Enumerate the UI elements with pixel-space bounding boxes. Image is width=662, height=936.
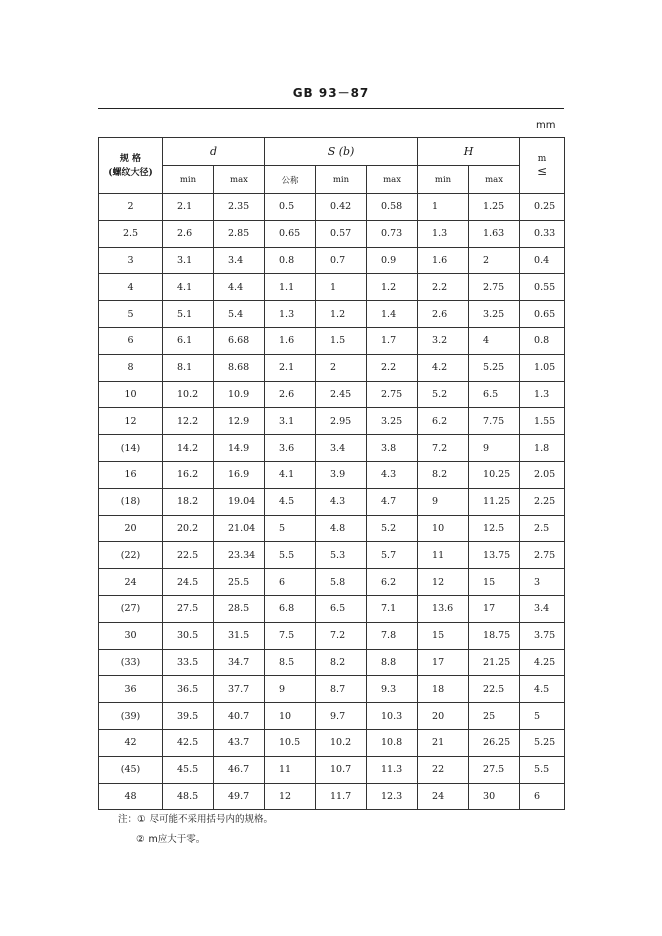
cell-m-max: 3.75 bbox=[520, 622, 565, 649]
cell-d-min: 36.5 bbox=[163, 676, 214, 703]
cell-s-nominal: 5 bbox=[265, 515, 316, 542]
cell-s-nominal: 0.8 bbox=[265, 247, 316, 274]
cell-s-nominal: 10 bbox=[265, 703, 316, 730]
cell-h-min: 7.2 bbox=[418, 435, 469, 462]
cell-s-max: 0.9 bbox=[367, 247, 418, 274]
cell-h-max: 7.75 bbox=[469, 408, 520, 435]
table-row bbox=[99, 729, 565, 756]
cell-m-max: 0.8 bbox=[520, 327, 565, 354]
cell-s-min: 2 bbox=[316, 354, 367, 381]
cell-s-max: 7.1 bbox=[367, 595, 418, 622]
table-row bbox=[99, 676, 565, 703]
table-row bbox=[99, 274, 565, 301]
cell-s-min: 0.57 bbox=[316, 220, 367, 247]
cell-s-nominal: 3.1 bbox=[265, 408, 316, 435]
cell-d-min: 16.2 bbox=[163, 461, 214, 488]
cell-m-max: 2.05 bbox=[520, 461, 565, 488]
cell-spec: 4 bbox=[99, 274, 163, 301]
cell-s-nominal: 6 bbox=[265, 569, 316, 596]
cell-h-max: 22.5 bbox=[469, 676, 520, 703]
h-min-header: min bbox=[418, 166, 469, 194]
cell-d-max: 40.7 bbox=[214, 703, 265, 730]
cell-h-min: 20 bbox=[418, 703, 469, 730]
cell-spec: 24 bbox=[99, 569, 163, 596]
cell-spec: 30 bbox=[99, 622, 163, 649]
cell-d-min: 3.1 bbox=[163, 247, 214, 274]
cell-m-max: 0.33 bbox=[520, 220, 565, 247]
cell-h-min: 6.2 bbox=[418, 408, 469, 435]
cell-h-min: 24 bbox=[418, 783, 469, 810]
cell-h-min: 3.2 bbox=[418, 327, 469, 354]
cell-h-max: 6.5 bbox=[469, 381, 520, 408]
cell-s-max: 2.75 bbox=[367, 381, 418, 408]
cell-s-min: 3.4 bbox=[316, 435, 367, 462]
cell-h-min: 8.2 bbox=[418, 461, 469, 488]
notes-prefix: 注： bbox=[118, 814, 138, 825]
cell-h-min: 1.6 bbox=[418, 247, 469, 274]
s-max-header: max bbox=[367, 166, 418, 194]
spec-header-line2: (螺纹大径) bbox=[108, 167, 153, 178]
cell-d-min: 8.1 bbox=[163, 354, 214, 381]
m-header bbox=[520, 138, 565, 194]
cell-d-max: 25.5 bbox=[214, 569, 265, 596]
cell-d-max: 43.7 bbox=[214, 729, 265, 756]
cell-s-max: 1.2 bbox=[367, 274, 418, 301]
group-h-label: H bbox=[463, 145, 474, 158]
cell-h-max: 21.25 bbox=[469, 649, 520, 676]
cell-d-max: 16.9 bbox=[214, 461, 265, 488]
table-row bbox=[99, 461, 565, 488]
cell-s-min: 0.7 bbox=[316, 247, 367, 274]
cell-s-nominal: 4.1 bbox=[265, 461, 316, 488]
cell-s-nominal: 3.6 bbox=[265, 435, 316, 462]
spec-table bbox=[98, 137, 565, 810]
cell-d-min: 20.2 bbox=[163, 515, 214, 542]
cell-d-min: 24.5 bbox=[163, 569, 214, 596]
cell-h-max: 27.5 bbox=[469, 756, 520, 783]
cell-s-nominal: 2.6 bbox=[265, 381, 316, 408]
cell-d-max: 21.04 bbox=[214, 515, 265, 542]
cell-h-min: 1 bbox=[418, 194, 469, 221]
cell-d-max: 23.34 bbox=[214, 542, 265, 569]
cell-spec: (14) bbox=[99, 435, 163, 462]
cell-s-min: 2.95 bbox=[316, 408, 367, 435]
standard-code: GB 93－87 bbox=[292, 86, 370, 100]
cell-h-min: 10 bbox=[418, 515, 469, 542]
cell-spec: 12 bbox=[99, 408, 163, 435]
s-min-header: min bbox=[316, 166, 367, 194]
cell-d-min: 4.1 bbox=[163, 274, 214, 301]
cell-m-max: 0.25 bbox=[520, 194, 565, 221]
table-row bbox=[99, 408, 565, 435]
cell-s-min: 10.2 bbox=[316, 729, 367, 756]
cell-s-nominal: 1.3 bbox=[265, 301, 316, 328]
cell-m-max: 4.25 bbox=[520, 649, 565, 676]
cell-s-min: 6.5 bbox=[316, 595, 367, 622]
group-d-header bbox=[163, 138, 265, 166]
cell-h-max: 12.5 bbox=[469, 515, 520, 542]
cell-h-max: 4 bbox=[469, 327, 520, 354]
cell-d-min: 6.1 bbox=[163, 327, 214, 354]
cell-d-min: 5.1 bbox=[163, 301, 214, 328]
group-h-header bbox=[418, 138, 520, 166]
cell-d-max: 3.4 bbox=[214, 247, 265, 274]
cell-h-max: 9 bbox=[469, 435, 520, 462]
cell-m-max: 3 bbox=[520, 569, 565, 596]
cell-m-max: 1.05 bbox=[520, 354, 565, 381]
cell-s-max: 4.3 bbox=[367, 461, 418, 488]
cell-d-min: 33.5 bbox=[163, 649, 214, 676]
cell-d-max: 10.9 bbox=[214, 381, 265, 408]
cell-s-min: 7.2 bbox=[316, 622, 367, 649]
cell-spec: 8 bbox=[99, 354, 163, 381]
cell-s-max: 0.73 bbox=[367, 220, 418, 247]
cell-spec: (27) bbox=[99, 595, 163, 622]
unit-label: mm bbox=[536, 120, 556, 131]
cell-d-min: 30.5 bbox=[163, 622, 214, 649]
cell-d-min: 42.5 bbox=[163, 729, 214, 756]
cell-h-min: 18 bbox=[418, 676, 469, 703]
cell-h-min: 13.6 bbox=[418, 595, 469, 622]
cell-s-max: 1.4 bbox=[367, 301, 418, 328]
h-max-header: max bbox=[469, 166, 520, 194]
cell-d-max: 34.7 bbox=[214, 649, 265, 676]
cell-h-min: 15 bbox=[418, 622, 469, 649]
cell-s-nominal: 7.5 bbox=[265, 622, 316, 649]
table-row bbox=[99, 354, 565, 381]
spec-header bbox=[99, 138, 163, 194]
cell-spec: 10 bbox=[99, 381, 163, 408]
cell-spec: 16 bbox=[99, 461, 163, 488]
cell-s-max: 6.2 bbox=[367, 569, 418, 596]
cell-d-min: 22.5 bbox=[163, 542, 214, 569]
header-rule bbox=[98, 108, 564, 109]
cell-h-max: 2 bbox=[469, 247, 520, 274]
cell-h-min: 4.2 bbox=[418, 354, 469, 381]
cell-d-max: 31.5 bbox=[214, 622, 265, 649]
cell-s-nominal: 9 bbox=[265, 676, 316, 703]
cell-s-min: 2.45 bbox=[316, 381, 367, 408]
cell-s-max: 11.3 bbox=[367, 756, 418, 783]
cell-s-min: 3.9 bbox=[316, 461, 367, 488]
cell-s-max: 2.2 bbox=[367, 354, 418, 381]
cell-d-min: 45.5 bbox=[163, 756, 214, 783]
cell-s-max: 3.25 bbox=[367, 408, 418, 435]
cell-h-min: 2.2 bbox=[418, 274, 469, 301]
cell-m-max: 1.3 bbox=[520, 381, 565, 408]
d-min-header: min bbox=[163, 166, 214, 194]
cell-s-min: 5.8 bbox=[316, 569, 367, 596]
cell-s-nominal: 6.8 bbox=[265, 595, 316, 622]
cell-h-max: 1.25 bbox=[469, 194, 520, 221]
cell-s-nominal: 11 bbox=[265, 756, 316, 783]
cell-d-max: 2.85 bbox=[214, 220, 265, 247]
cell-h-min: 2.6 bbox=[418, 301, 469, 328]
table-row bbox=[99, 622, 565, 649]
cell-d-max: 4.4 bbox=[214, 274, 265, 301]
cell-d-max: 46.7 bbox=[214, 756, 265, 783]
cell-h-max: 10.25 bbox=[469, 461, 520, 488]
cell-s-max: 8.8 bbox=[367, 649, 418, 676]
table-row bbox=[99, 783, 565, 810]
cell-d-max: 49.7 bbox=[214, 783, 265, 810]
cell-spec: 6 bbox=[99, 327, 163, 354]
note-2 bbox=[118, 830, 273, 850]
cell-m-max: 3.4 bbox=[520, 595, 565, 622]
cell-spec: 36 bbox=[99, 676, 163, 703]
cell-s-min: 8.2 bbox=[316, 649, 367, 676]
cell-s-max: 5.7 bbox=[367, 542, 418, 569]
cell-m-max: 2.75 bbox=[520, 542, 565, 569]
table-row bbox=[99, 435, 565, 462]
cell-m-max: 5 bbox=[520, 703, 565, 730]
cell-spec: 20 bbox=[99, 515, 163, 542]
cell-d-max: 14.9 bbox=[214, 435, 265, 462]
cell-s-min: 4.8 bbox=[316, 515, 367, 542]
cell-d-max: 37.7 bbox=[214, 676, 265, 703]
cell-m-max: 0.65 bbox=[520, 301, 565, 328]
cell-s-min: 4.3 bbox=[316, 488, 367, 515]
cell-h-min: 12 bbox=[418, 569, 469, 596]
table-row bbox=[99, 515, 565, 542]
table-row bbox=[99, 301, 565, 328]
cell-h-max: 3.25 bbox=[469, 301, 520, 328]
table-row bbox=[99, 488, 565, 515]
cell-m-max: 5.5 bbox=[520, 756, 565, 783]
cell-m-max: 1.55 bbox=[520, 408, 565, 435]
cell-h-min: 1.3 bbox=[418, 220, 469, 247]
cell-d-min: 27.5 bbox=[163, 595, 214, 622]
cell-s-nominal: 8.5 bbox=[265, 649, 316, 676]
cell-d-max: 28.5 bbox=[214, 595, 265, 622]
cell-spec: (39) bbox=[99, 703, 163, 730]
cell-m-max: 2.5 bbox=[520, 515, 565, 542]
cell-s-min: 10.7 bbox=[316, 756, 367, 783]
cell-h-min: 21 bbox=[418, 729, 469, 756]
table-row bbox=[99, 194, 565, 221]
cell-spec: (18) bbox=[99, 488, 163, 515]
cell-spec: 2 bbox=[99, 194, 163, 221]
cell-d-max: 12.9 bbox=[214, 408, 265, 435]
cell-s-min: 0.42 bbox=[316, 194, 367, 221]
cell-h-max: 2.75 bbox=[469, 274, 520, 301]
cell-s-min: 5.3 bbox=[316, 542, 367, 569]
cell-h-max: 13.75 bbox=[469, 542, 520, 569]
cell-s-min: 1.5 bbox=[316, 327, 367, 354]
cell-spec: (45) bbox=[99, 756, 163, 783]
table-row bbox=[99, 381, 565, 408]
table-row bbox=[99, 220, 565, 247]
cell-d-min: 12.2 bbox=[163, 408, 214, 435]
cell-d-min: 39.5 bbox=[163, 703, 214, 730]
less-equal-icon: ≤ bbox=[537, 164, 548, 178]
cell-h-max: 26.25 bbox=[469, 729, 520, 756]
cell-s-nominal: 1.6 bbox=[265, 327, 316, 354]
cell-s-max: 0.58 bbox=[367, 194, 418, 221]
note-2-marker: ② bbox=[136, 834, 145, 845]
cell-m-max: 1.8 bbox=[520, 435, 565, 462]
cell-d-max: 2.35 bbox=[214, 194, 265, 221]
cell-s-max: 10.3 bbox=[367, 703, 418, 730]
s-nominal-header: 公称 bbox=[265, 166, 316, 194]
cell-s-max: 12.3 bbox=[367, 783, 418, 810]
cell-h-min: 22 bbox=[418, 756, 469, 783]
cell-m-max: 2.25 bbox=[520, 488, 565, 515]
cell-d-min: 18.2 bbox=[163, 488, 214, 515]
cell-d-min: 14.2 bbox=[163, 435, 214, 462]
cell-s-nominal: 0.65 bbox=[265, 220, 316, 247]
cell-h-min: 17 bbox=[418, 649, 469, 676]
cell-s-min: 11.7 bbox=[316, 783, 367, 810]
d-max-header: max bbox=[214, 166, 265, 194]
cell-h-max: 5.25 bbox=[469, 354, 520, 381]
cell-s-nominal: 12 bbox=[265, 783, 316, 810]
cell-d-min: 48.5 bbox=[163, 783, 214, 810]
spec-table-body bbox=[99, 194, 565, 810]
cell-s-nominal: 10.5 bbox=[265, 729, 316, 756]
cell-spec: 42 bbox=[99, 729, 163, 756]
cell-m-max: 5.25 bbox=[520, 729, 565, 756]
cell-s-min: 9.7 bbox=[316, 703, 367, 730]
cell-spec: 48 bbox=[99, 783, 163, 810]
cell-h-min: 11 bbox=[418, 542, 469, 569]
cell-s-nominal: 2.1 bbox=[265, 354, 316, 381]
cell-spec: 5 bbox=[99, 301, 163, 328]
cell-h-max: 25 bbox=[469, 703, 520, 730]
table-row bbox=[99, 569, 565, 596]
cell-h-max: 1.63 bbox=[469, 220, 520, 247]
table-row bbox=[99, 595, 565, 622]
cell-s-max: 4.7 bbox=[367, 488, 418, 515]
table-row bbox=[99, 542, 565, 569]
table-row bbox=[99, 649, 565, 676]
note-1-text: 尽可能不采用括号内的规格。 bbox=[149, 814, 274, 825]
cell-s-max: 9.3 bbox=[367, 676, 418, 703]
cell-h-min: 5.2 bbox=[418, 381, 469, 408]
note-2-text: m应大于零。 bbox=[148, 834, 206, 845]
cell-s-nominal: 5.5 bbox=[265, 542, 316, 569]
cell-s-min: 8.7 bbox=[316, 676, 367, 703]
notes bbox=[118, 810, 273, 850]
cell-s-max: 7.8 bbox=[367, 622, 418, 649]
cell-d-min: 2.6 bbox=[163, 220, 214, 247]
cell-s-max: 3.8 bbox=[367, 435, 418, 462]
cell-d-min: 2.1 bbox=[163, 194, 214, 221]
group-s-label: S (b) bbox=[327, 145, 355, 158]
cell-spec: (22) bbox=[99, 542, 163, 569]
cell-s-nominal: 0.5 bbox=[265, 194, 316, 221]
cell-spec: 2.5 bbox=[99, 220, 163, 247]
table-row bbox=[99, 756, 565, 783]
cell-h-max: 18.75 bbox=[469, 622, 520, 649]
cell-d-min: 10.2 bbox=[163, 381, 214, 408]
cell-h-min: 9 bbox=[418, 488, 469, 515]
table-row bbox=[99, 703, 565, 730]
group-s-header bbox=[265, 138, 418, 166]
cell-h-max: 11.25 bbox=[469, 488, 520, 515]
cell-m-max: 0.4 bbox=[520, 247, 565, 274]
note-1-marker: ① bbox=[137, 814, 146, 825]
cell-s-min: 1.2 bbox=[316, 301, 367, 328]
cell-spec: 3 bbox=[99, 247, 163, 274]
cell-d-max: 5.4 bbox=[214, 301, 265, 328]
cell-s-max: 1.7 bbox=[367, 327, 418, 354]
spec-header-line1: 规 格 bbox=[119, 153, 142, 164]
cell-h-max: 17 bbox=[469, 595, 520, 622]
cell-m-max: 6 bbox=[520, 783, 565, 810]
cell-s-max: 5.2 bbox=[367, 515, 418, 542]
cell-h-max: 15 bbox=[469, 569, 520, 596]
m-label: m bbox=[537, 154, 547, 164]
note-1 bbox=[118, 810, 273, 830]
cell-s-nominal: 4.5 bbox=[265, 488, 316, 515]
table-row bbox=[99, 327, 565, 354]
cell-d-max: 8.68 bbox=[214, 354, 265, 381]
cell-d-max: 19.04 bbox=[214, 488, 265, 515]
cell-s-min: 1 bbox=[316, 274, 367, 301]
cell-h-max: 30 bbox=[469, 783, 520, 810]
cell-m-max: 0.55 bbox=[520, 274, 565, 301]
cell-d-max: 6.68 bbox=[214, 327, 265, 354]
cell-m-max: 4.5 bbox=[520, 676, 565, 703]
cell-s-nominal: 1.1 bbox=[265, 274, 316, 301]
table-row bbox=[99, 247, 565, 274]
group-d-label: d bbox=[209, 145, 218, 158]
cell-spec: (33) bbox=[99, 649, 163, 676]
cell-s-max: 10.8 bbox=[367, 729, 418, 756]
